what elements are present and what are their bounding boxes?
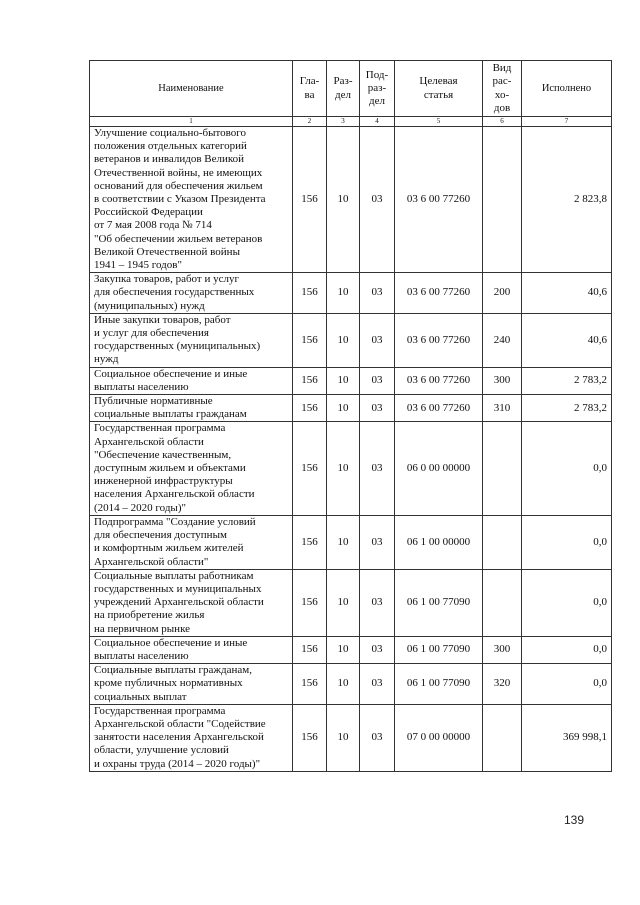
row-subsection-cell: 03 (360, 395, 395, 422)
row-section-cell: 10 (327, 273, 360, 314)
row-name-cell: Социальные выплаты гражданам, кроме публичных нормативных социальных выплат (90, 664, 293, 705)
row-section-cell: 10 (327, 704, 360, 771)
row-executed-cell: 0,0 (522, 664, 612, 705)
table-row (90, 704, 612, 771)
table-row (90, 127, 612, 273)
row-chapter-cell: 156 (293, 422, 327, 515)
table-row (90, 664, 612, 705)
row-chapter-cell: 156 (293, 127, 327, 273)
row-chapter-cell: 156 (293, 395, 327, 422)
budget-table (89, 60, 612, 772)
row-chapter-cell: 156 (293, 367, 327, 394)
row-target-cell: 06 1 00 77090 (395, 569, 483, 636)
row-subsection-cell: 03 (360, 515, 395, 569)
row-name-cell: Социальное обеспечение и иные выплаты населению (90, 636, 293, 663)
row-executed-cell: 2 783,2 (522, 367, 612, 394)
row-executed-cell: 2 783,2 (522, 395, 612, 422)
row-exp-type-cell (483, 422, 522, 515)
row-subsection-cell: 03 (360, 273, 395, 314)
row-exp-type-cell (483, 127, 522, 273)
page-number: 139 (564, 813, 585, 827)
row-section-cell: 10 (327, 515, 360, 569)
row-name-cell: Закупка товаров, работ и услуг для обеспечения государственных (муниципальных) нужд (90, 273, 293, 314)
table-row (90, 636, 612, 663)
row-subsection-cell: 03 (360, 422, 395, 515)
row-section-cell: 10 (327, 313, 360, 367)
column-number: 1 (90, 117, 293, 127)
header-subsection: Под- раз- дел (360, 61, 395, 117)
column-number: 2 (293, 117, 327, 127)
row-exp-type-cell: 310 (483, 395, 522, 422)
row-chapter-cell: 156 (293, 273, 327, 314)
row-name-cell: Подпрограмма "Создание условий для обеспечения доступным и комфортным жильем жителей Архангельской области" (90, 515, 293, 569)
row-chapter-cell: 156 (293, 636, 327, 663)
row-section-cell: 10 (327, 422, 360, 515)
row-target-cell: 03 6 00 77260 (395, 367, 483, 394)
row-name-cell: Социальное обеспечение и иные выплаты населению (90, 367, 293, 394)
row-executed-cell: 40,6 (522, 273, 612, 314)
row-name-cell: Иные закупки товаров, работ и услуг для обеспечения государственных (муниципальных) нужд (90, 313, 293, 367)
row-subsection-cell: 03 (360, 367, 395, 394)
table-body (90, 127, 612, 772)
row-target-cell: 03 6 00 77260 (395, 313, 483, 367)
table-row (90, 569, 612, 636)
header-chapter: Гла- ва (293, 61, 327, 117)
table-row (90, 313, 612, 367)
row-chapter-cell: 156 (293, 569, 327, 636)
row-executed-cell: 0,0 (522, 422, 612, 515)
row-exp-type-cell: 320 (483, 664, 522, 705)
table-row (90, 515, 612, 569)
row-executed-cell: 0,0 (522, 636, 612, 663)
row-executed-cell: 40,6 (522, 313, 612, 367)
row-section-cell: 10 (327, 127, 360, 273)
row-chapter-cell: 156 (293, 664, 327, 705)
row-subsection-cell: 03 (360, 664, 395, 705)
row-section-cell: 10 (327, 395, 360, 422)
row-exp-type-cell (483, 704, 522, 771)
column-number: 5 (395, 117, 483, 127)
row-exp-type-cell: 300 (483, 636, 522, 663)
row-target-cell: 06 0 00 00000 (395, 422, 483, 515)
column-number: 4 (360, 117, 395, 127)
row-target-cell: 03 6 00 77260 (395, 273, 483, 314)
row-executed-cell: 0,0 (522, 569, 612, 636)
row-chapter-cell: 156 (293, 313, 327, 367)
row-name-cell: Социальные выплаты работникам государственных и муниципальных учреждений Архангельской области на приобретение жилья на первичном рынке (90, 569, 293, 636)
table-row (90, 367, 612, 394)
row-target-cell: 06 1 00 77090 (395, 664, 483, 705)
header-target: Целевая статья (395, 61, 483, 117)
row-chapter-cell: 156 (293, 515, 327, 569)
row-exp-type-cell (483, 569, 522, 636)
row-subsection-cell: 03 (360, 569, 395, 636)
header-executed: Исполнено (522, 61, 612, 117)
row-subsection-cell: 03 (360, 313, 395, 367)
column-number: 6 (483, 117, 522, 127)
row-name-cell: Публичные нормативные социальные выплаты гражданам (90, 395, 293, 422)
row-target-cell: 03 6 00 77260 (395, 395, 483, 422)
row-name-cell: Улучшение социально-бытового положения отдельных категорий ветеранов и инвалидов Великой Отечественной войны, не имеющих оснований для обеспечения жильем в соответствии с Указом Президента Российской Федерации от 7 мая 2008 года № 714 "Об обеспечении жильем ветеранов Великой Отечественной войны 1941 – 1945 годов" (90, 127, 293, 273)
row-section-cell: 10 (327, 636, 360, 663)
row-executed-cell: 369 998,1 (522, 704, 612, 771)
header-row (90, 61, 612, 117)
row-subsection-cell: 03 (360, 704, 395, 771)
header-section: Раз- дел (327, 61, 360, 117)
row-target-cell: 06 1 00 77090 (395, 636, 483, 663)
table-row (90, 422, 612, 515)
row-exp-type-cell: 200 (483, 273, 522, 314)
row-target-cell: 06 1 00 00000 (395, 515, 483, 569)
column-number: 7 (522, 117, 612, 127)
column-number: 3 (327, 117, 360, 127)
header-name: Наименование (90, 61, 293, 117)
row-name-cell: Государственная программа Архангельской области "Содействие занятости населения Архангельской области, улучшение условий и охраны труда (2014 – 2020 годы)" (90, 704, 293, 771)
header-exp-type: Вид рас- хо- дов (483, 61, 522, 117)
row-section-cell: 10 (327, 569, 360, 636)
row-exp-type-cell (483, 515, 522, 569)
table-row (90, 273, 612, 314)
row-target-cell: 03 6 00 77260 (395, 127, 483, 273)
column-number-row (90, 117, 612, 127)
row-section-cell: 10 (327, 367, 360, 394)
row-section-cell: 10 (327, 664, 360, 705)
row-executed-cell: 0,0 (522, 515, 612, 569)
row-exp-type-cell: 300 (483, 367, 522, 394)
row-subsection-cell: 03 (360, 127, 395, 273)
row-subsection-cell: 03 (360, 636, 395, 663)
row-executed-cell: 2 823,8 (522, 127, 612, 273)
row-chapter-cell: 156 (293, 704, 327, 771)
row-exp-type-cell: 240 (483, 313, 522, 367)
table-row (90, 395, 612, 422)
row-target-cell: 07 0 00 00000 (395, 704, 483, 771)
row-name-cell: Государственная программа Архангельской области "Обеспечение качественным, доступным жильем и объектами инженерной инфраструктуры населения Архангельской области (2014 – 2020 годы)" (90, 422, 293, 515)
